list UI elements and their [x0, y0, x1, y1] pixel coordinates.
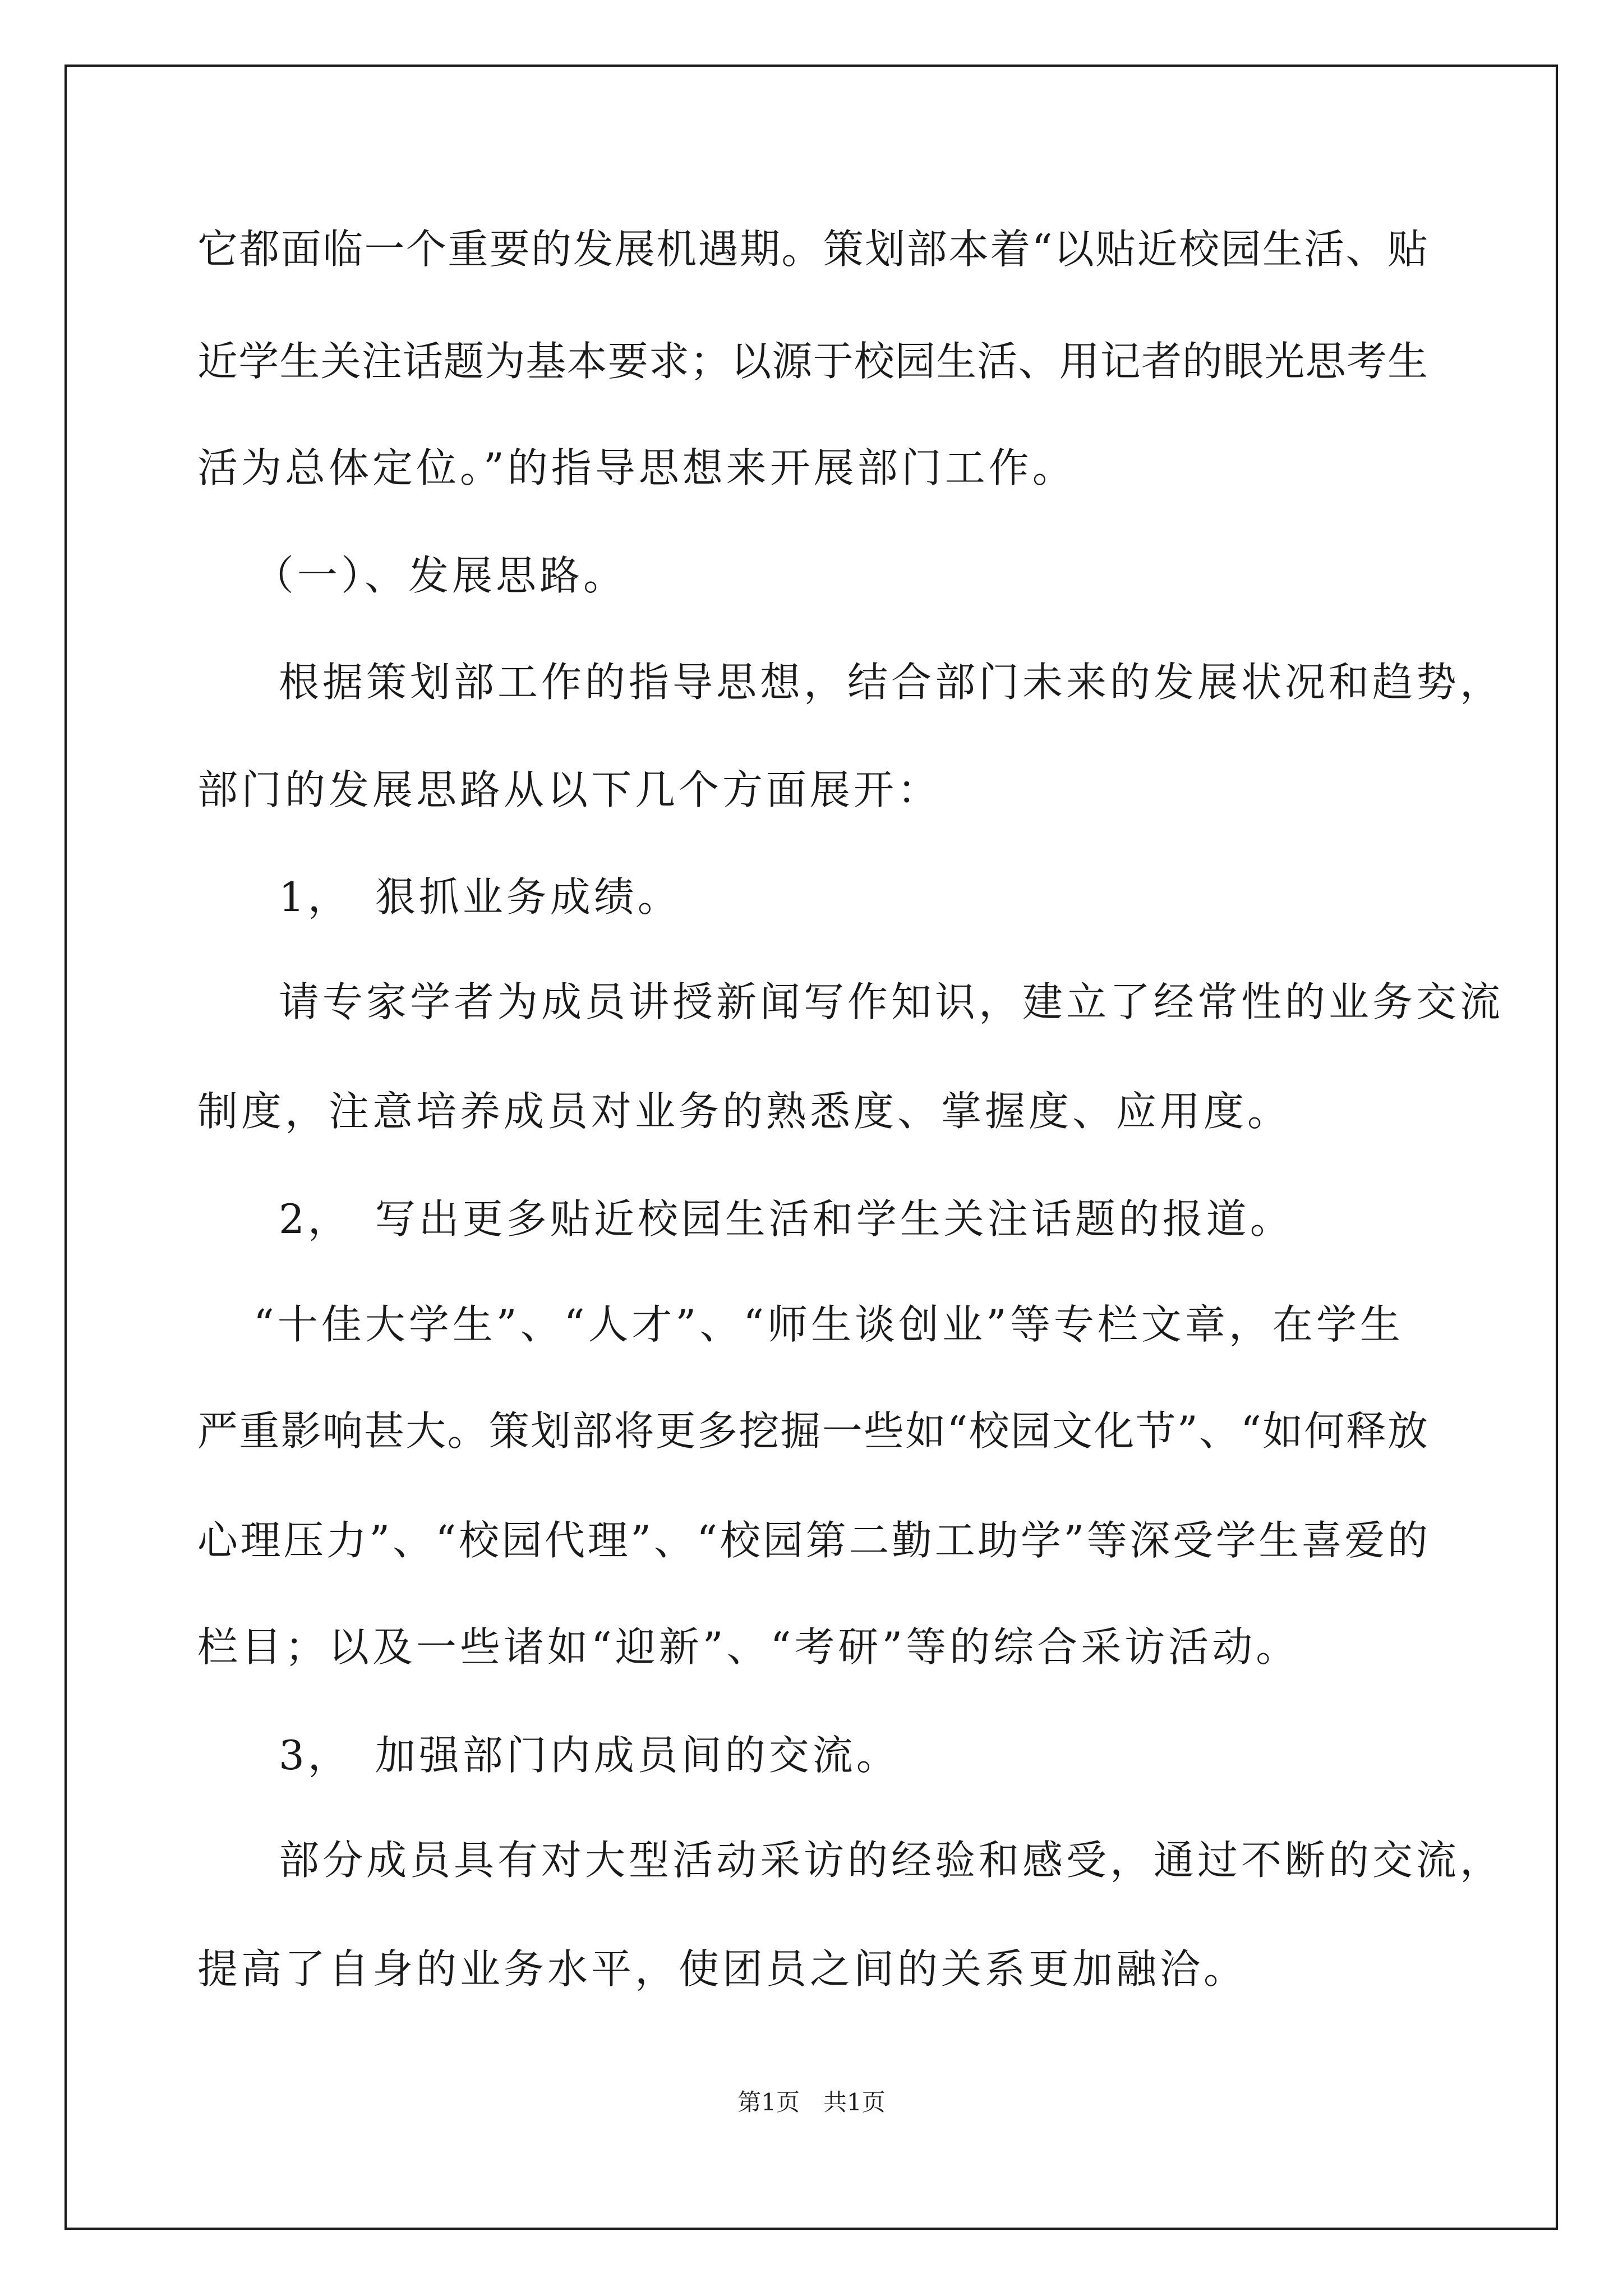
page-number: 第1页 共1页	[737, 2088, 886, 2116]
paragraph-line: 请专家学者为成员讲授新闻写作知识，建立了经常性的业务交流	[279, 978, 1504, 1025]
paragraph-line: 根据策划部工作的指导思想，结合部门未来的发展状况和趋势，	[279, 659, 1504, 706]
numbered-heading: 2， 写出更多贴近校园生活和学生关注话题的报道。	[279, 1195, 1294, 1243]
paragraph-line: 活为总体定位。”的指导思想来开展部门工作。	[197, 444, 1076, 491]
paragraph-line: 栏目；以及一些诸如“迎新”、“考研”等的综合采访活动。	[197, 1623, 1300, 1671]
numbered-heading: 1， 狠抓业务成绩。	[279, 873, 681, 921]
paragraph-line: 近学生关注话题为基本要求；以源于校园生活、用记者的眼光思考生	[197, 338, 1428, 385]
paragraph-line: 它都面临一个重要的发展机遇期。策划部本着“以贴近校园生活、贴	[197, 226, 1428, 273]
page-footer	[0, 2084, 1623, 2118]
paragraph-line: 心理压力”、“校园代理”、“校园第二勤工助学”等深受学生喜爱的	[197, 1517, 1428, 1564]
paragraph-line: 提高了自身的业务水平，使团员之间的关系更加融洽。	[197, 1945, 1248, 1993]
paragraph-line: 严重影响甚大。策划部将更多挖掘一些如“校园文化节”、“如何释放	[197, 1407, 1428, 1455]
paragraph-line: “十佳大学生”、“人才”、“师生谈创业”等专栏文章，在学生	[253, 1301, 1404, 1348]
numbered-heading: 3， 加强部门内成员间的交流。	[279, 1732, 900, 1779]
paragraph-line: 部门的发展思路从以下几个方面展开：	[197, 766, 942, 813]
page-border	[64, 65, 1558, 2230]
section-heading: （一）、发展思路。	[253, 552, 628, 599]
paragraph-line: 制度，注意培养成员对业务的熟悉度、掌握度、应用度。	[197, 1088, 1292, 1135]
paragraph-line: 部分成员具有对大型活动采访的经验和感受，通过不断的交流，	[279, 1837, 1504, 1884]
